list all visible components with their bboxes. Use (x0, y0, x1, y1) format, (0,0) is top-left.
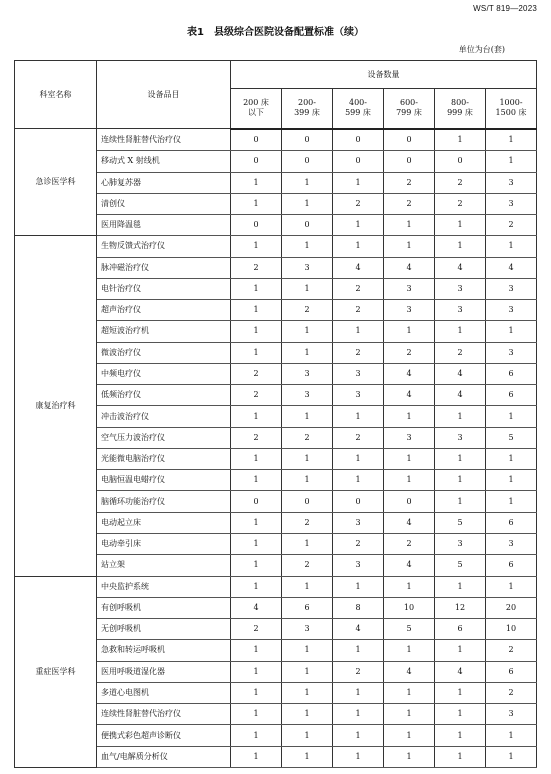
count-cell: 3 (333, 555, 384, 576)
count-cell: 4 (384, 661, 435, 682)
bed-column-header (333, 89, 384, 129)
count-cell: 5 (384, 619, 435, 640)
count-cell: 2 (231, 257, 282, 278)
count-cell: 1 (231, 278, 282, 299)
count-cell: 1 (435, 704, 486, 725)
count-cell: 1 (231, 321, 282, 342)
equipment-item-cell: 血气/电解质分析仪 (97, 746, 231, 767)
equipment-item-cell: 电动起立床 (97, 512, 231, 533)
bed-column-label-line: 1500 床 (495, 108, 527, 118)
count-cell: 1 (282, 640, 333, 661)
equipment-item-cell: 急救和转运呼吸机 (97, 640, 231, 661)
count-cell: 0 (231, 129, 282, 151)
count-cell: 2 (282, 512, 333, 533)
count-cell: 1 (231, 534, 282, 555)
equipment-item-cell: 无创呼吸机 (97, 619, 231, 640)
equipment-item-cell: 清创仪 (97, 193, 231, 214)
count-cell: 10 (486, 619, 537, 640)
count-cell: 0 (435, 151, 486, 172)
count-cell: 0 (231, 151, 282, 172)
count-cell: 1 (486, 470, 537, 491)
count-cell: 1 (231, 682, 282, 703)
count-cell: 4 (384, 385, 435, 406)
equipment-item-cell: 空气压力波治疗仪 (97, 427, 231, 448)
equipment-item-cell: 脉冲磁治疗仪 (97, 257, 231, 278)
count-cell: 1 (282, 682, 333, 703)
count-column-header: 设备数量 (231, 61, 537, 89)
count-cell: 4 (486, 257, 537, 278)
count-cell: 1 (282, 448, 333, 469)
count-cell: 3 (486, 193, 537, 214)
count-cell: 1 (435, 576, 486, 597)
count-cell: 0 (231, 491, 282, 512)
count-cell: 6 (486, 385, 537, 406)
count-cell: 4 (435, 363, 486, 384)
count-cell: 3 (435, 278, 486, 299)
equipment-item-cell: 站立架 (97, 555, 231, 576)
count-cell: 4 (435, 385, 486, 406)
count-cell: 4 (333, 619, 384, 640)
count-cell: 1 (384, 704, 435, 725)
equipment-item-cell: 电针治疗仪 (97, 278, 231, 299)
count-cell: 1 (486, 236, 537, 257)
count-cell: 2 (333, 300, 384, 321)
count-cell: 5 (435, 512, 486, 533)
count-cell: 0 (384, 491, 435, 512)
count-cell: 2 (486, 640, 537, 661)
count-cell: 0 (333, 129, 384, 151)
count-cell: 3 (435, 427, 486, 448)
count-cell: 5 (486, 427, 537, 448)
count-cell: 1 (435, 236, 486, 257)
count-cell: 2 (282, 427, 333, 448)
count-cell: 1 (231, 342, 282, 363)
count-cell: 1 (486, 576, 537, 597)
count-cell: 1 (333, 406, 384, 427)
count-cell: 2 (486, 215, 537, 236)
bed-column-label-line: 799 床 (396, 108, 422, 118)
count-cell: 1 (231, 661, 282, 682)
count-cell: 3 (333, 385, 384, 406)
count-cell: 1 (384, 236, 435, 257)
count-cell: 1 (435, 448, 486, 469)
count-cell: 2 (282, 555, 333, 576)
count-cell: 0 (282, 491, 333, 512)
count-cell: 1 (231, 172, 282, 193)
count-cell: 2 (486, 682, 537, 703)
count-cell: 2 (384, 342, 435, 363)
department-cell: 急诊医学科 (15, 129, 97, 236)
count-cell: 3 (282, 363, 333, 384)
equipment-item-cell: 生物反馈式治疗仪 (97, 236, 231, 257)
count-cell: 1 (231, 725, 282, 746)
count-cell: 3 (435, 300, 486, 321)
count-cell: 1 (333, 640, 384, 661)
bed-column-label-line: 599 床 (345, 108, 371, 118)
count-cell: 3 (486, 172, 537, 193)
count-cell: 0 (282, 215, 333, 236)
equipment-item-cell: 电脑恒温电蜡疗仪 (97, 470, 231, 491)
count-cell: 1 (384, 406, 435, 427)
count-cell: 1 (282, 576, 333, 597)
count-cell: 1 (333, 172, 384, 193)
count-cell: 2 (384, 193, 435, 214)
count-cell: 0 (231, 215, 282, 236)
count-cell: 6 (486, 555, 537, 576)
item-column-header: 设备品目 (97, 61, 231, 129)
count-cell: 3 (486, 300, 537, 321)
count-cell: 10 (384, 597, 435, 618)
count-cell: 1 (282, 342, 333, 363)
count-cell: 8 (333, 597, 384, 618)
count-cell: 1 (435, 321, 486, 342)
equipment-item-cell: 电动牵引床 (97, 534, 231, 555)
count-cell: 0 (282, 129, 333, 151)
count-cell: 1 (486, 321, 537, 342)
equipment-item-cell: 冲击波治疗仪 (97, 406, 231, 427)
count-cell: 1 (282, 470, 333, 491)
count-cell: 1 (486, 151, 537, 172)
count-cell: 1 (282, 725, 333, 746)
equipment-item-cell: 连续性肾脏替代治疗仪 (97, 129, 231, 151)
bed-column-label-line: 200 床 (243, 98, 269, 108)
count-cell: 2 (333, 661, 384, 682)
count-cell: 1 (435, 470, 486, 491)
count-cell: 1 (384, 448, 435, 469)
unit-note: 单位为台(套) (458, 45, 505, 54)
bed-column-label-line: 400- (349, 98, 367, 108)
count-cell: 1 (231, 300, 282, 321)
count-cell: 3 (333, 512, 384, 533)
count-cell: 1 (231, 448, 282, 469)
count-cell: 4 (333, 257, 384, 278)
count-cell: 1 (231, 576, 282, 597)
department-cell: 康复治疗科 (15, 236, 97, 576)
count-cell: 3 (486, 534, 537, 555)
count-cell: 1 (435, 746, 486, 767)
count-cell: 3 (486, 278, 537, 299)
count-cell: 1 (384, 640, 435, 661)
count-cell: 1 (384, 321, 435, 342)
equipment-item-cell: 超声治疗仪 (97, 300, 231, 321)
count-cell: 3 (333, 363, 384, 384)
count-cell: 1 (231, 470, 282, 491)
bed-column-label-line: 200- (298, 98, 316, 108)
count-cell: 3 (282, 385, 333, 406)
count-cell: 1 (435, 725, 486, 746)
count-cell: 2 (333, 427, 384, 448)
count-cell: 4 (384, 512, 435, 533)
count-cell: 1 (282, 193, 333, 214)
count-cell: 0 (384, 151, 435, 172)
count-cell: 1 (333, 746, 384, 767)
bed-column-header (282, 89, 333, 129)
department-cell: 重症医学科 (15, 576, 97, 767)
count-cell: 5 (435, 555, 486, 576)
count-cell: 3 (384, 278, 435, 299)
count-cell: 2 (231, 619, 282, 640)
count-cell: 2 (231, 427, 282, 448)
count-cell: 1 (282, 406, 333, 427)
standard-code: WS/T 819—2023 (473, 4, 537, 13)
count-cell: 1 (486, 725, 537, 746)
count-cell: 2 (384, 534, 435, 555)
count-cell: 6 (282, 597, 333, 618)
count-cell: 1 (435, 682, 486, 703)
equipment-item-cell: 有创呼吸机 (97, 597, 231, 618)
count-cell: 1 (333, 682, 384, 703)
count-cell: 1 (231, 512, 282, 533)
count-cell: 2 (333, 534, 384, 555)
count-cell: 3 (435, 534, 486, 555)
count-cell: 2 (231, 385, 282, 406)
count-cell: 1 (333, 704, 384, 725)
count-cell: 1 (282, 746, 333, 767)
count-cell: 1 (486, 746, 537, 767)
table-title: 表1 县级综合医院设备配置标准（续） (187, 27, 364, 38)
table-row (15, 129, 537, 151)
equipment-item-cell: 光能微电脑治疗仪 (97, 448, 231, 469)
count-cell: 1 (384, 682, 435, 703)
equipment-item-cell: 中央监护系统 (97, 576, 231, 597)
count-cell: 1 (231, 406, 282, 427)
count-cell: 3 (486, 704, 537, 725)
bed-column-label-line: 399 床 (294, 108, 320, 118)
count-cell: 1 (333, 321, 384, 342)
count-cell: 1 (486, 448, 537, 469)
bed-column-label-line: 999 床 (447, 108, 473, 118)
count-cell: 1 (282, 534, 333, 555)
count-cell: 0 (333, 491, 384, 512)
bed-column-label-line: 600- (400, 98, 418, 108)
table-row (15, 576, 537, 597)
count-cell: 2 (333, 342, 384, 363)
count-cell: 1 (282, 172, 333, 193)
equipment-item-cell: 多道心电图机 (97, 682, 231, 703)
equipment-item-cell: 脑循环功能治疗仪 (97, 491, 231, 512)
count-cell: 3 (486, 342, 537, 363)
count-cell: 1 (384, 746, 435, 767)
count-cell: 0 (333, 151, 384, 172)
count-cell: 1 (282, 704, 333, 725)
count-cell: 1 (333, 236, 384, 257)
count-cell: 0 (282, 151, 333, 172)
count-cell: 1 (486, 406, 537, 427)
count-cell: 1 (333, 448, 384, 469)
count-cell: 6 (486, 363, 537, 384)
count-cell: 1 (435, 640, 486, 661)
equipment-table (14, 60, 537, 768)
count-cell: 6 (486, 512, 537, 533)
count-cell: 1 (231, 704, 282, 725)
bed-column-header (435, 89, 486, 129)
count-cell: 2 (435, 342, 486, 363)
count-cell: 3 (282, 619, 333, 640)
equipment-item-cell: 连续性肾脏替代治疗仪 (97, 704, 231, 725)
count-cell: 1 (384, 576, 435, 597)
bed-column-header (486, 89, 537, 129)
equipment-item-cell: 医用呼吸道湿化器 (97, 661, 231, 682)
count-cell: 2 (231, 363, 282, 384)
equipment-item-cell: 低频治疗仪 (97, 385, 231, 406)
count-cell: 2 (435, 193, 486, 214)
count-cell: 2 (384, 172, 435, 193)
dept-column-header: 科室名称 (15, 61, 97, 129)
count-cell: 1 (486, 129, 537, 151)
count-cell: 4 (384, 363, 435, 384)
count-cell: 2 (333, 193, 384, 214)
count-cell: 1 (231, 746, 282, 767)
count-cell: 2 (435, 172, 486, 193)
count-cell: 1 (282, 236, 333, 257)
equipment-item-cell: 便携式彩色超声诊断仪 (97, 725, 231, 746)
count-cell: 1 (231, 640, 282, 661)
count-cell: 1 (282, 278, 333, 299)
count-cell: 6 (435, 619, 486, 640)
equipment-item-cell: 移动式 X 射线机 (97, 151, 231, 172)
count-cell: 1 (384, 215, 435, 236)
count-cell: 1 (384, 725, 435, 746)
count-cell: 1 (333, 470, 384, 491)
count-cell: 1 (333, 725, 384, 746)
count-cell: 1 (384, 470, 435, 491)
count-cell: 1 (231, 193, 282, 214)
count-cell: 1 (231, 555, 282, 576)
count-cell: 1 (282, 321, 333, 342)
bed-column-label-line: 800- (451, 98, 469, 108)
bed-column-header (231, 89, 282, 129)
bed-column-header (384, 89, 435, 129)
count-cell: 2 (282, 300, 333, 321)
count-cell: 1 (486, 491, 537, 512)
count-cell: 12 (435, 597, 486, 618)
bed-column-label-line: 1000- (499, 98, 523, 108)
equipment-item-cell: 心肺复苏器 (97, 172, 231, 193)
count-cell: 1 (282, 661, 333, 682)
count-cell: 4 (435, 257, 486, 278)
count-cell: 1 (435, 215, 486, 236)
count-cell: 3 (282, 257, 333, 278)
count-cell: 1 (435, 491, 486, 512)
count-cell: 20 (486, 597, 537, 618)
equipment-item-cell: 微波治疗仪 (97, 342, 231, 363)
count-cell: 1 (333, 576, 384, 597)
count-cell: 4 (384, 257, 435, 278)
count-cell: 1 (231, 236, 282, 257)
count-cell: 6 (486, 661, 537, 682)
equipment-item-cell: 医用降温毯 (97, 215, 231, 236)
table-row (15, 236, 537, 257)
count-cell: 2 (333, 278, 384, 299)
count-cell: 0 (384, 129, 435, 151)
count-cell: 4 (231, 597, 282, 618)
count-cell: 4 (384, 555, 435, 576)
count-cell: 3 (384, 300, 435, 321)
equipment-item-cell: 中频电疗仪 (97, 363, 231, 384)
count-cell: 3 (384, 427, 435, 448)
count-cell: 1 (333, 215, 384, 236)
count-cell: 1 (435, 129, 486, 151)
count-cell: 4 (435, 661, 486, 682)
bed-column-label-line: 以下 (248, 108, 264, 118)
equipment-item-cell: 超短波治疗机 (97, 321, 231, 342)
count-cell: 1 (435, 406, 486, 427)
